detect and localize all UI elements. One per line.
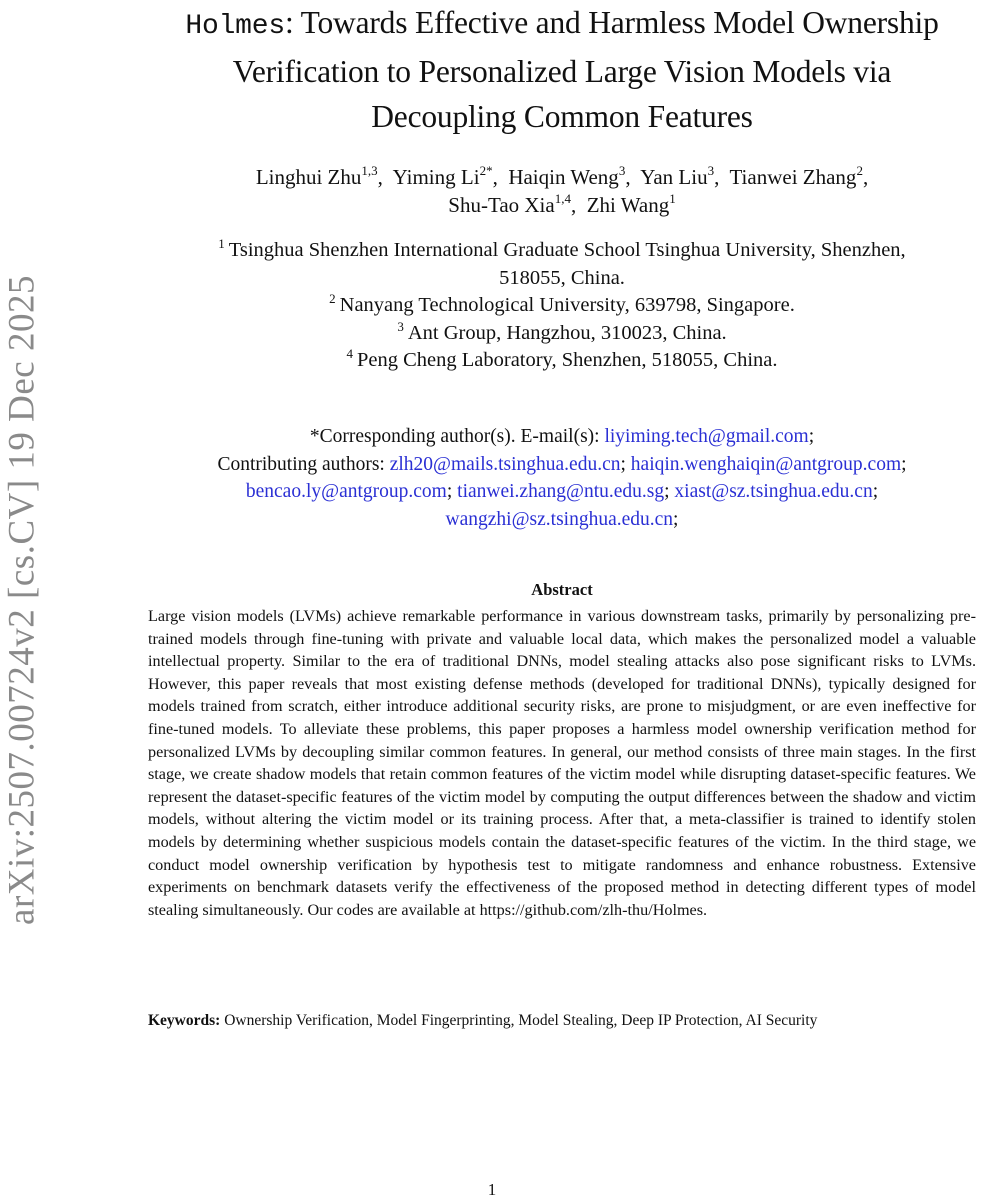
abstract-body: Large vision models (LVMs) achieve remarkable performance in various downstream tasks, primarily by personalizing pre-trained models through fine-tuning with private and valuable local data, which makes the personalized model a valuable intellectual property. Similar to the era of traditional DNNs, model stealing attacks also pose significant risks to LVMs. However, this paper reveals that most existing defense methods (developed for traditional DNNs), typically designed for models trained from scratch, either introduce additional security risks, are prone to misjudgment, or are even ineffective for fine-tuned models. To alleviate these problems, this paper proposes a harmless model ownership verification method for personalized LVMs by decoupling similar common features. In general, our method consists of three main stages. In the first stage, we create shadow models that retain common features of the victim model while disrupting dataset-specific features. We represent the dataset-specific features of the victim model by computing the output differences between the shadow and victim models, without altering the victim model or its training process. After that, a meta-classifier is trained to identify stolen models by determining whether suspicious models contain the dataset-specific features of the victim. In the third stage, we conduct model ownership verification by hypothesis test to mitigate randomness and enhance robustness. Extensive experiments on benchmark datasets verify the effectiveness of the proposed method in detecting different types of model stealing simultaneously. Our codes are available at https://github.com/zlh-thu/Holmes.	[148, 607, 976, 919]
email-link[interactable]: wangzhi@sz.tsinghua.edu.cn	[445, 508, 674, 530]
author: Yan Liu$^3$	[640, 163, 715, 189]
author: Yiming $Li^{2*}$	[392, 163, 493, 189]
email-link[interactable]: bencao.ly@antgroup.com	[245, 481, 447, 502]
paper-first-page	[140, 0, 984, 1029]
email-link[interactable]: tianwei.zhang@ntu.edu.sg	[457, 481, 665, 502]
author: Haiqin Weng$^3$	[508, 163, 626, 189]
method-name: Holmes	[185, 11, 285, 42]
email-link[interactable]: liyiming.tech@gmail.com	[604, 426, 809, 447]
affiliation-list	[140, 237, 984, 375]
arxiv-margin-stamp	[2, 240, 42, 960]
email-link[interactable]: xiast@sz.tsinghua.edu.cn	[674, 481, 873, 502]
abstract-heading: Abstract	[531, 580, 593, 599]
keywords	[148, 1011, 984, 1031]
affiliation: $^4$ Peng Cheng Laboratory, Shenzhen, 518055, China.	[346, 346, 778, 371]
affiliation: $^1$ Tsinghua Shenzhen International Graduate School Tsinghua University, Shenzhen, 518055, China.	[218, 236, 906, 289]
affiliation: $^3$ Ant Group, Hangzhou, 310023, China.	[397, 318, 727, 344]
paper-title: Holmes: Towards Effective and Harmless Model Ownership Verification to Personalized Large Vision Models via Decoupling Common Features	[185, 5, 939, 134]
keywords-text: Ownership Verification, Model Fingerprinting, Model Stealing, Deep IP Protection, AI Security	[220, 1012, 818, 1029]
author-list: Linghui Zhu$^{1,3}$, Yiming $Li^{2*}$, Haiqin Weng$^3$, Yan Liu$^3$, Tianwei Zhang$^2$, Shu-Tao Xia$^{1,4}$, Zhi Wang$^1$	[255, 163, 869, 217]
author: Shu-Tao Xia$^{1,4}$	[448, 191, 571, 217]
arxiv-identifier: arXiv:2507.00724v2 [cs.CV] 19 Dec 2025	[1, 275, 43, 925]
page-number: 1	[487, 1180, 497, 1199]
author: Tianwei Zhang$^2$	[729, 163, 863, 189]
email-link[interactable]: zlh20@mails.tsinghua.edu.cn	[389, 453, 621, 475]
author: Linghui Zhu$^{1,3}$	[255, 163, 378, 189]
email-link[interactable]: haiqin.wenghaiqin@antgroup.com	[630, 453, 902, 475]
affiliation: $^2$ Nanyang Technological University, 639798, Singapore.	[329, 291, 795, 316]
contact-emails: *Corresponding author(s). E-mail(s): liyiming.tech@gmail.com; Contributing authors: zlh20@mails.tsinghua.edu.cn; haiqin.wenghaiqin@antgroup.com; bencao.ly@antgroup.com; tianwei.zhang@ntu.edu.sg; xiast@sz.tsinghua.edu.cn; wangzhi@sz.tsinghua.edu.cn;	[217, 426, 907, 530]
author: Zhi Wang$^1$	[586, 191, 676, 217]
keywords-label: Keywords:	[148, 1012, 221, 1029]
